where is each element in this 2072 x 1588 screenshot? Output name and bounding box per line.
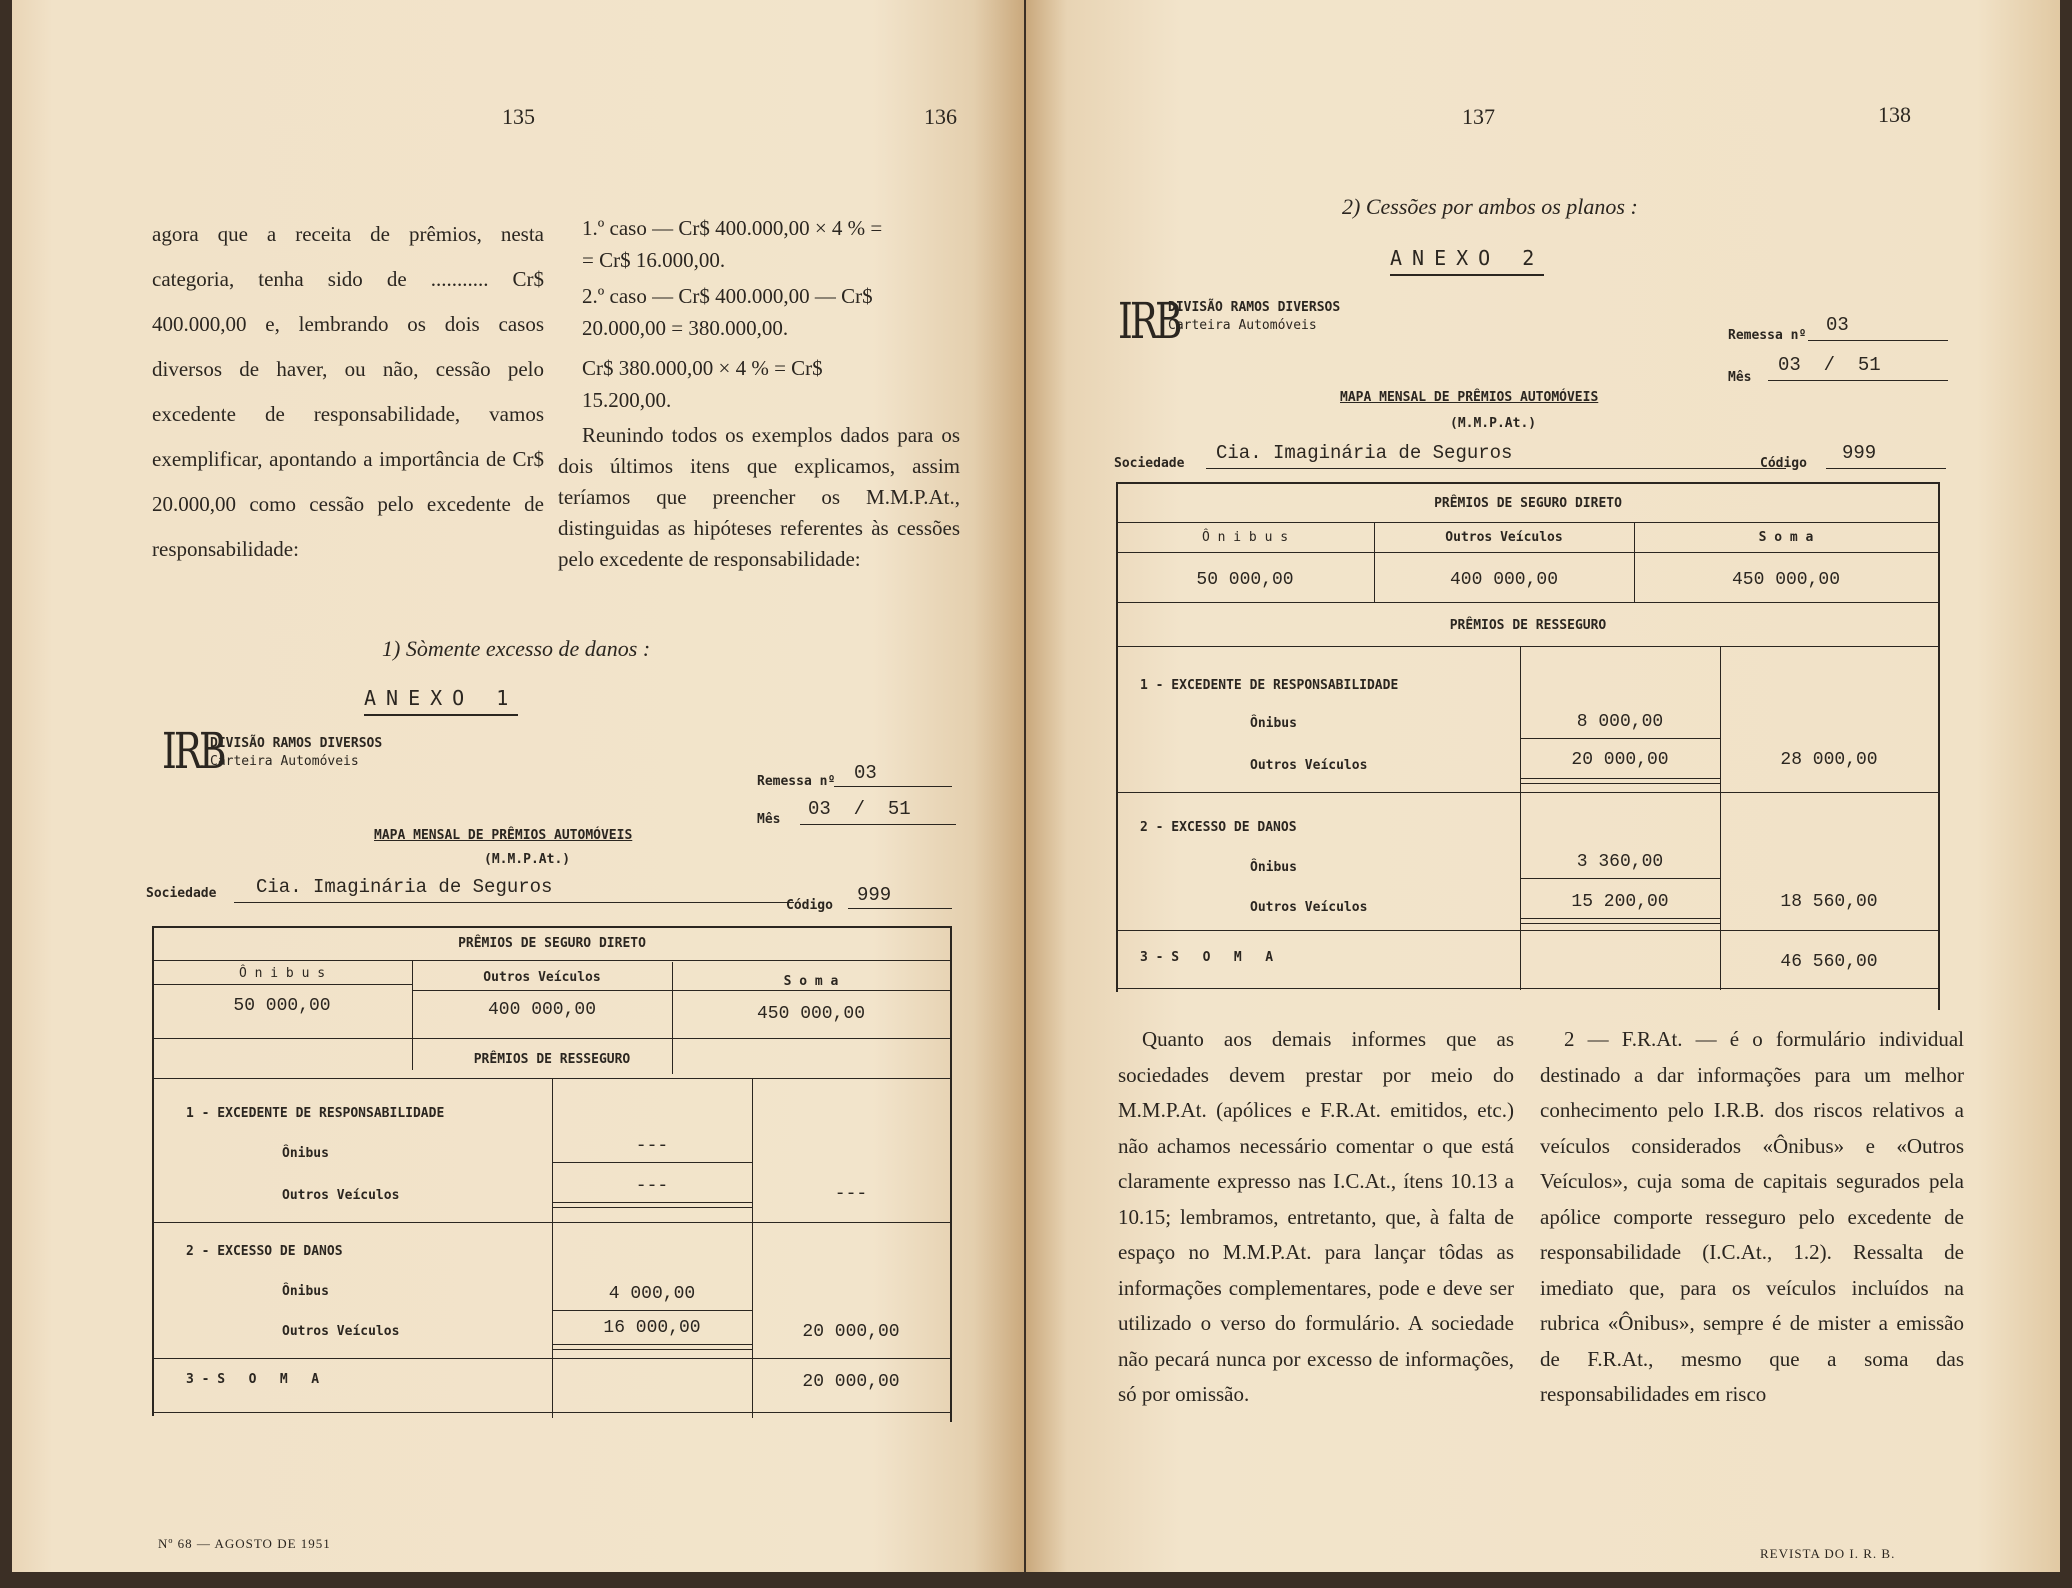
remessa-value: 03 [1826,314,1849,336]
col-onibus: Ô n i b u s [238,966,326,981]
item1-onibus-val: --- [635,1136,669,1156]
sociedade-label: Sociedade [146,886,217,901]
mes-value: 03 / 51 [1778,354,1881,376]
left-col2-calculations [582,212,960,416]
left-col1-paragraph: agora que a receita de prêmios, nesta categoria, tenha sido de ........... Cr$ 400.000,00 e, lembrando os dois casos diversos de haver, ou não, cessão pelo excedente de responsabilidade, vamos exemplificar, apontando a importância de Cr$ 20.000,00 como cessão pelo excedente de responsabilidade: [152,222,544,561]
codigo-label: Código [1760,456,1807,471]
item1-label: 1 - EXCEDENTE DE RESPONSABILIDADE [186,1106,445,1121]
calc-line: Cr$ 380.000,00 × 4 % = Cr$ [582,356,823,380]
remessa-label: Remessa nº [757,774,836,789]
right-col2-paragraph: 2 — F.R.At. — é o formulário individual destinado a dar informações para um melhor conhecimento pelo I.R.B. dos riscos relativos a veículos considerados «Ônibus» e «Outros Veículos», cuja soma de capitais segurados pela apólice comporte resseguro pelo excedente de responsabilidade (I.C.At., 1.2). Ressalta de imediato que, para os veículos incluídos na rubrica «Ônibus», sempre é de mister a emissão de F.R.At., mesmo que a soma das responsabilidades em risco [1540,1027,1964,1406]
page-number-138: 138 [1878,102,1911,127]
item2-onibus: Ônibus [1250,860,1297,875]
item2-onibus-val: 3 360,00 [1576,852,1664,872]
col-outros: Outros Veículos [1445,530,1563,545]
item2-outros: Outros Veículos [282,1324,400,1339]
org-carteira: Carteira Automóveis [1168,318,1317,333]
item1-onibus-val: 8 000,00 [1576,712,1664,732]
item2-outros-val: 15 200,00 [1571,892,1669,912]
mes-value: 03 / 51 [808,798,911,820]
resseguro-header: PRÊMIOS DE RESSEGURO [473,1052,631,1067]
col-soma: S o m a [1758,530,1814,545]
codigo-label: Código [786,898,833,913]
item1-onibus: Ônibus [1250,716,1297,731]
item1-outros: Outros Veículos [1250,758,1368,773]
item2-outros: Outros Veículos [1250,900,1368,915]
val-outros: 400 000,00 [487,1000,597,1020]
val-onibus: 50 000,00 [1196,570,1294,590]
page-number-137: 137 [1462,104,1495,129]
val-onibus: 50 000,00 [233,996,331,1016]
anexo-1-table [152,926,952,1422]
codigo-value: 999 [857,884,892,906]
irb-logo: IRB [162,722,224,780]
org-division: DIVISÃO RAMOS DIVERSOS [210,736,383,751]
val-soma: 450 000,00 [1731,570,1841,590]
item1-outros-val: 20 000,00 [1571,750,1669,770]
codigo-value: 999 [1842,442,1877,464]
right-page [1026,0,2060,1572]
irb-logo: IRB [1118,292,1180,350]
col-onibus: Ô n i b u s [1201,530,1289,545]
resseguro-header: PRÊMIOS DE RESSEGURO [1449,618,1607,633]
page-number-135: 135 [502,104,535,129]
item1-total: --- [834,1184,868,1204]
item3-total: 46 560,00 [1780,952,1878,972]
anexo-2-label: ANEXO 2 [1390,246,1544,276]
calc-line: 2.º caso — Cr$ 400.000,00 — Cr$ [582,284,873,308]
val-outros: 400 000,00 [1449,570,1559,590]
right-col1-paragraph: Quanto aos demais informes que as sociedades devem prestar por meio do M.M.P.At. (apólices e F.R.At. emitidos, etc.) não achamos necessário comentar o que está claramente expresso nas I.C.At., ítens 10.13 a 10.15; lembramos, entretanto, que, à falta de espaço no M.M.P.At. para lançar tôdas as informações complementares, pode e deve ser utilizado o verso do formulário. A sociedade não pecará nunca por excesso de informações, só por omissão. [1118,1027,1514,1406]
page-number-136: 136 [924,104,957,129]
remessa-label: Remessa nº [1728,328,1807,343]
item1-label: 1 - EXCEDENTE DE RESPONSABILIDADE [1140,678,1399,693]
left-page [12,0,1024,1572]
mes-label: Mês [757,812,781,827]
val-soma: 450 000,00 [756,1004,866,1024]
item2-total: 18 560,00 [1780,892,1878,912]
item2-outros-val: 16 000,00 [603,1318,701,1338]
form-subtitle: (M.M.P.At.) [1450,416,1537,431]
form-title: MAPA MENSAL DE PRÊMIOS AUTOMÓVEIS [1340,390,1599,405]
direto-header: PRÊMIOS DE SEGURO DIRETO [458,936,646,951]
item1-outros-val: --- [635,1176,669,1196]
mes-label: Mês [1728,370,1752,385]
form-title: MAPA MENSAL DE PRÊMIOS AUTOMÓVEIS [374,828,633,843]
section-heading-1: 1) Sòmente excesso de danos : [382,636,651,661]
calc-line: = Cr$ 16.000,00. [582,248,726,272]
item3-total: 20 000,00 [802,1372,900,1392]
item2-label: 2 - EXCESSO DE DANOS [1140,820,1297,835]
anexo-1-label: ANEXO 1 [364,686,518,716]
item1-total: 28 000,00 [1780,750,1878,770]
col-soma: S o m a [783,974,839,989]
col-outros: Outros Veículos [483,970,601,985]
left-footer: Nº 68 — AGOSTO DE 1951 [158,1536,331,1551]
org-carteira: Carteira Automóveis [210,754,359,769]
org-division: DIVISÃO RAMOS DIVERSOS [1168,300,1341,315]
direto-header: PRÊMIOS DE SEGURO DIRETO [1434,496,1622,511]
left-col2-paragraph: Reunindo todos os exemplos dados para os dois últimos itens que explicamos, assim teríamos que preencher os M.M.P.At., distinguidas as hipóteses referentes às cessões pelo excedente de responsabilidade: [558,423,960,571]
item3-label: 3 - S O M A [1140,950,1274,965]
anexo-2-table [1116,482,1940,1010]
calc-line: 20.000,00 = 380.000,00. [582,316,789,340]
item2-onibus: Ônibus [282,1284,329,1299]
right-footer: REVISTA DO I. R. B. [1760,1546,1896,1561]
item1-outros: Outros Veículos [282,1188,400,1203]
section-heading-2: 2) Cessões por ambos os planos : [1342,194,1638,219]
sociedade-label: Sociedade [1114,456,1185,471]
calc-line: 1.º caso — Cr$ 400.000,00 × 4 % = [582,216,883,240]
sociedade-value: Cia. Imaginária de Seguros [256,876,553,898]
form-subtitle: (M.M.P.At.) [484,852,571,867]
sociedade-value: Cia. Imaginária de Seguros [1216,442,1513,464]
item2-label: 2 - EXCESSO DE DANOS [186,1244,343,1259]
item2-onibus-val: 4 000,00 [608,1284,696,1304]
item2-total: 20 000,00 [802,1322,900,1342]
item3-label: 3 - S O M A [186,1372,320,1387]
remessa-value: 03 [854,762,877,784]
calc-line: 15.200,00. [582,388,672,412]
item1-onibus: Ônibus [282,1146,329,1161]
